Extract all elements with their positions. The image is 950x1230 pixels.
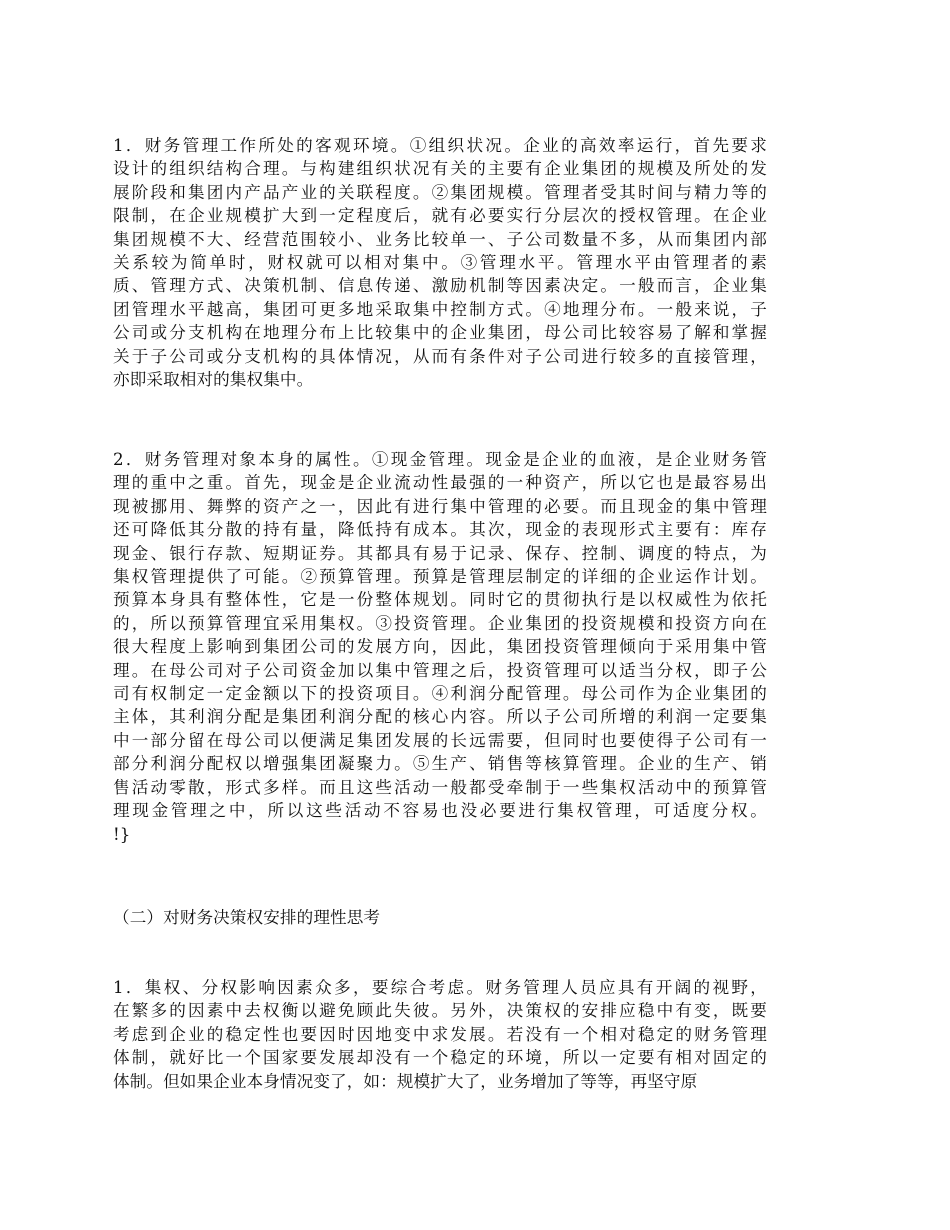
text-line: 理的重中之重。首先，现金是企业流动性最强的一种资产，所以它也是最容易出 <box>113 473 767 493</box>
text-line: 理现金管理之中，所以这些活动不容易也没必要进行集权管理，可适度分权。 <box>113 801 767 821</box>
text-line: !} <box>113 824 131 844</box>
paragraph-object-attributes <box>113 448 767 846</box>
text-line: 亦即采取相对的集权集中。 <box>113 370 314 390</box>
text-line: 质、管理方式、决策机制、信息传递、激励机制等因素决定。一般而言，企业集 <box>113 276 767 296</box>
text-line: 2．财务管理对象本身的属性。①现金管理。现金是企业的血液，是企业财务管 <box>113 450 767 469</box>
text-line: 1．财务管理工作所处的客观环境。①组织状况。企业的高效率运行，首先要求 <box>113 136 767 155</box>
text-line: 司有权制定一定金额以下的投资项目。④利润分配管理。母公司作为企业集团的 <box>113 684 767 704</box>
text-line: 体制，就好比一个国家要发展却没有一个稳定的环境，所以一定要有相对固定的 <box>113 1048 767 1068</box>
text-line: 体制。但如果企业本身情况变了，如：规模扩大了，业务增加了等等，再坚守原 <box>113 1071 698 1091</box>
text-line: 展阶段和集团内产品产业的关联程度。②集团规模。管理者受其时间与精力等的 <box>113 182 767 202</box>
paragraph-rational-thinking <box>113 976 767 1093</box>
text-line: 很大程度上影响到集团公司的发展方向，因此，集团投资管理倾向于采用集中管 <box>113 637 767 657</box>
text-line: （二）对财务决策权安排的理性思考 <box>113 908 381 927</box>
text-line: 1．集权、分权影响因素众多，要综合考虑。财务管理人员应具有开阔的视野， <box>113 978 767 997</box>
text-line: 现金、银行存款、短期证券。其都具有易于记录、保存、控制、调度的特点，为 <box>113 543 767 563</box>
text-line: 主体，其利润分配是集团利润分配的核心内容。所以子公司所增的利润一定要集 <box>113 707 767 727</box>
text-line: 理。在母公司对子公司资金加以集中管理之后，投资管理可以适当分权，即子公 <box>113 660 767 680</box>
text-line: 公司或分支机构在地理分布上比较集中的企业集团，母公司比较容易了解和掌握 <box>113 323 767 343</box>
section-heading <box>113 906 767 929</box>
text-line: 考虑到企业的稳定性也要因时因地变中求发展。若没有一个相对稳定的财务管理 <box>113 1024 767 1044</box>
text-line: 设计的组织结构合理。与构建组织状况有关的主要有企业集团的规模及所处的发 <box>113 159 767 179</box>
text-line: 的，所以预算管理宜采用集权。③投资管理。企业集团的投资规模和投资方向在 <box>113 613 767 633</box>
text-line: 集权管理提供了可能。②预算管理。预算是管理层制定的详细的企业运作计划。 <box>113 567 767 587</box>
text-line: 还可降低其分散的持有量，降低持有成本。其次，现金的表现形式主要有：库存 <box>113 520 767 540</box>
text-line: 中一部分留在母公司以便满足集团发展的长远需要，但同时也要使得子公司有一 <box>113 730 767 750</box>
text-line: 部分利润分配权以增强集团凝聚力。⑤生产、销售等核算管理。企业的生产、销 <box>113 754 767 774</box>
text-line: 售活动零散，形式多样。而且这些活动一般都受牵制于一些集权活动中的预算管 <box>113 777 767 797</box>
text-line: 现被挪用、舞弊的资产之一，因此有进行集中管理的必要。而且现金的集中管理 <box>113 496 767 516</box>
text-line: 团管理水平越高，集团可更多地采取集中控制方式。④地理分布。一般来说，子 <box>113 299 767 319</box>
text-line: 关于子公司或分支机构的具体情况，从而有条件对子公司进行较多的直接管理， <box>113 346 767 366</box>
text-line: 集团规模不大、经营范围较小、业务比较单一、子公司数量不多，从而集团内部 <box>113 229 767 249</box>
text-line: 限制，在企业规模扩大到一定程度后，就有必要实行分层次的授权管理。在企业 <box>113 206 767 226</box>
text-line: 在繁多的因素中去权衡以避免顾此失彼。另外，决策权的安排应稳中有变，既要 <box>113 1001 767 1021</box>
paragraph-environment <box>113 134 767 391</box>
text-line: 关系较为简单时，财权就可以相对集中。③管理水平。管理水平由管理者的素 <box>113 253 767 273</box>
text-line: 预算本身具有整体性，它是一份整体规划。同时它的贯彻执行是以权威性为依托 <box>113 590 767 610</box>
